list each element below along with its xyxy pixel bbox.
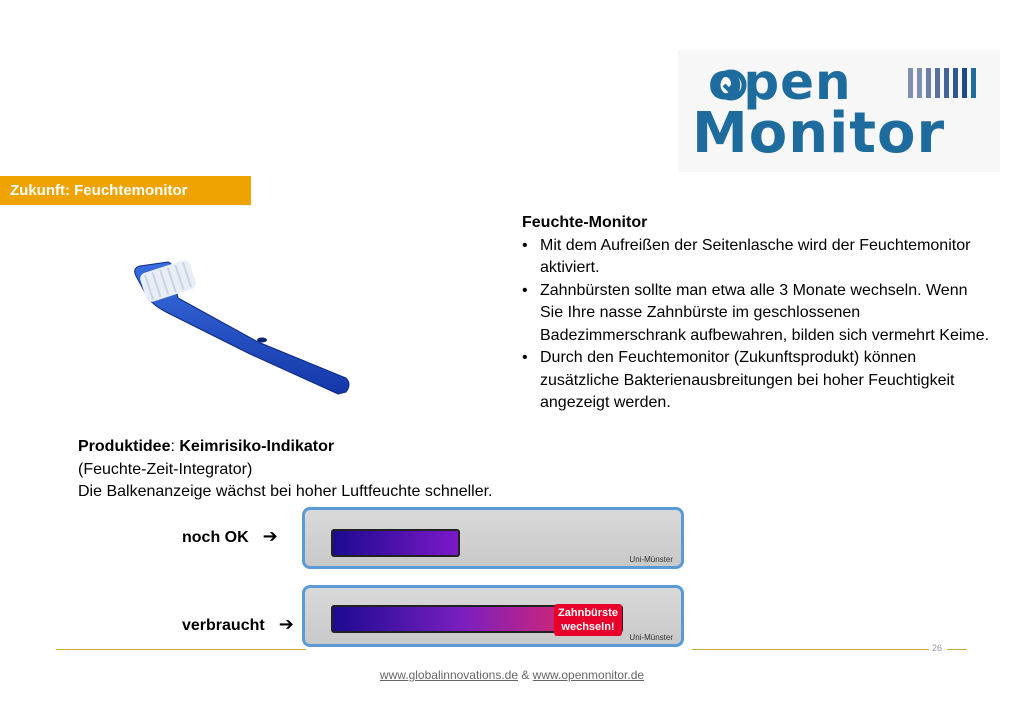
- idea-separator: :: [170, 438, 180, 455]
- idea-name: Keimrisiko-Indikator: [179, 438, 335, 455]
- info-bullet-list: [522, 235, 992, 415]
- indicator-label-ok: [182, 526, 278, 547]
- badge-line: Zahnbürste: [558, 607, 618, 619]
- idea-title-line: [78, 436, 538, 459]
- indicator-label-text: verbraucht: [182, 617, 265, 634]
- idea-label: Produktidee: [78, 438, 171, 455]
- indicator-panel-ok: [302, 507, 684, 569]
- signal-bars-icon: [908, 66, 988, 100]
- info-bullet: • Mit dem Aufreißen der Seitenlasche wird der Feuchtemonitor aktiviert.: [522, 235, 992, 280]
- info-heading: Feuchte-Monitor: [522, 214, 648, 231]
- idea-subtitle: (Feuchte-Zeit-Integrator): [78, 460, 253, 478]
- footer-divider: [56, 649, 306, 650]
- info-bullet: • Zahnbürsten sollte man etwa alle 3 Monate wechseln. Wenn Sie Ihre nasse Zahnbürste im geschlossenen Badezimmerschrank aufbewahren, bilden sich vermehrt Keime.: [522, 280, 992, 348]
- link-globalinnovations[interactable]: www.globalinnovations.de: [379, 668, 518, 682]
- replace-brush-badge: [554, 604, 622, 636]
- page-number: 26: [932, 643, 943, 653]
- progress-bar-ok: [331, 529, 460, 557]
- link-openmonitor[interactable]: www.openmonitor.de: [532, 668, 645, 682]
- product-idea: [78, 436, 538, 504]
- indicator-label-text: noch OK: [182, 529, 249, 546]
- footer-links: [0, 668, 1024, 682]
- idea-description: Die Balkenanzeige wächst bei hoher Luftfeuchte schneller.: [78, 483, 493, 500]
- footer-divider: [692, 649, 929, 650]
- right-arrow-icon: ➔: [278, 614, 294, 635]
- openmonitor-logo: [678, 50, 1000, 172]
- footer-separator: &: [518, 668, 533, 682]
- brand-label: Uni-Münster: [629, 555, 673, 564]
- indicator-panel-used: [302, 585, 684, 647]
- logo-word-monitor: Monitor: [692, 101, 946, 166]
- logo-word-open: open: [708, 53, 852, 111]
- toothbrush-image: [128, 258, 354, 400]
- right-arrow-icon: ➔: [262, 526, 278, 547]
- indicator-label-used: [182, 614, 294, 635]
- badge-line: wechseln!: [561, 621, 615, 633]
- section-tag: Zukunft: Feuchtemonitor: [0, 176, 251, 205]
- info-bullet: • Durch den Feuchtemonitor (Zukunftsprodukt) können zusätzliche Bakterienausbreitungen bei hoher Feuchtigkeit angezeigt werden.: [522, 347, 992, 415]
- footer-divider: [947, 649, 967, 650]
- feuchte-monitor-info: [522, 212, 992, 415]
- brand-label: Uni-Münster: [629, 633, 673, 642]
